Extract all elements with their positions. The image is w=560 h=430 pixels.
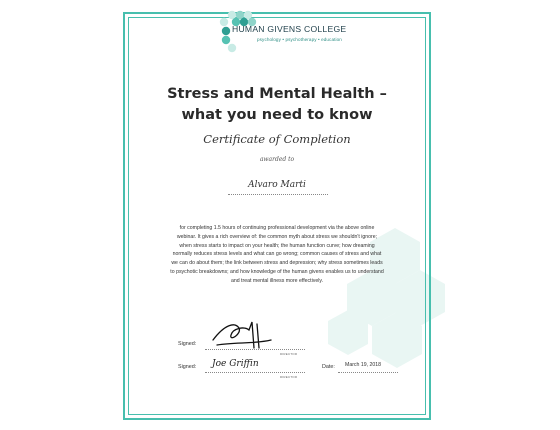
director-label-2: DIRECTOR xyxy=(280,375,298,379)
signed-label-1: Signed: xyxy=(178,341,197,347)
recipient-underline xyxy=(228,194,328,195)
signature-line-1 xyxy=(205,349,305,350)
college-tagline: psychology • psychotherapy • education xyxy=(257,37,342,42)
title-line-2: what you need to know xyxy=(181,107,373,123)
title-line-1: Stress and Mental Health – xyxy=(167,86,387,102)
date-label: Date: xyxy=(322,364,335,370)
certificate-description: for completing 1.5 hours of continuing professional development via the above online webinar. It gives a rich overview of: the common myth about stress we shouldn't ignore; when stress starts to impact on your health; the human function curve; how dreaming normally reduces stress levels and what can go wrong; common causes of stress and what we can do about them; the link between stress and depression; why stress sometimes leads to psychotic breakdowns; and how knowledge of the human givens enables us to understand and treat mental illness more effectively. xyxy=(170,225,384,284)
signature-line-2 xyxy=(205,372,305,373)
college-logo-hexagons xyxy=(212,10,372,60)
signature-2-text: Joe Griffin xyxy=(212,359,259,369)
college-name: HUMAN GIVENS COLLEGE xyxy=(232,24,347,34)
awarded-to-label: awarded to xyxy=(259,156,295,163)
date-line xyxy=(338,372,398,373)
inner-border xyxy=(128,17,426,415)
date-value: March 19, 2018 xyxy=(345,362,382,368)
director-label-1: DIRECTOR xyxy=(280,352,298,356)
recipient-name: Alvaro Marti xyxy=(248,180,306,190)
certificate-subtitle: Certificate of Completion xyxy=(203,132,351,146)
certificate-title xyxy=(140,84,414,126)
signed-label-2: Signed: xyxy=(178,364,197,370)
